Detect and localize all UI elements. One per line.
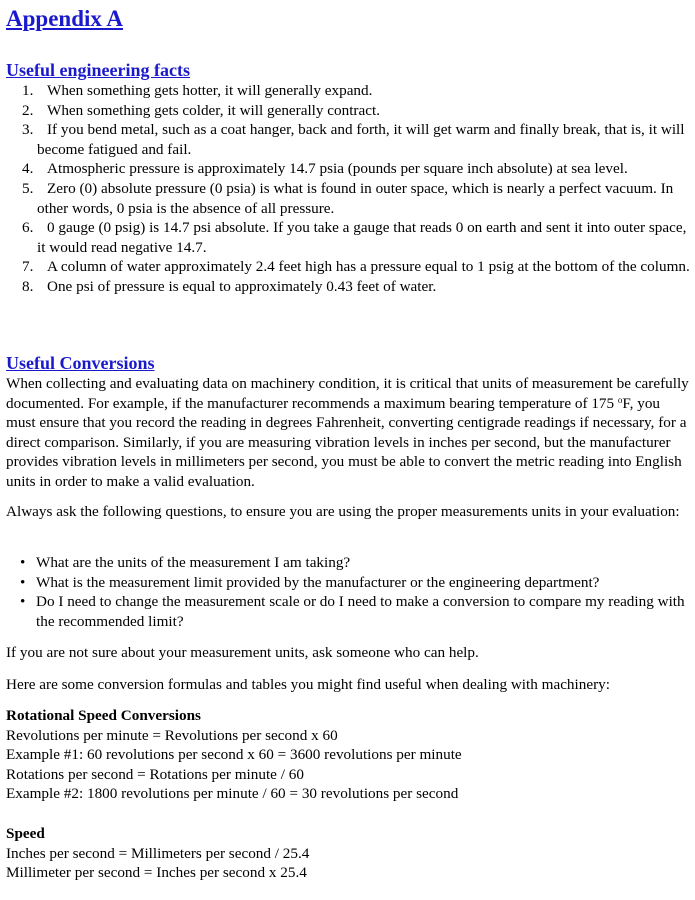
question-text: Do I need to change the measurement scale or do I need to make a conversion to compare my reading with the recommended limit? [36, 593, 685, 630]
intro-text-part-1: When collecting and evaluating data on machinery condition, it is critical that units of measurement be carefully documented. For example, if the manufacturer recommends a maximum bearing temperature of 175 [6, 375, 689, 412]
facts-heading-link[interactable]: Useful engineering facts [6, 60, 190, 80]
questions-list [6, 553, 690, 631]
item-text: When something gets hotter, it will generally expand. [47, 82, 373, 99]
conversions-heading-link[interactable]: Useful Conversions [6, 353, 155, 373]
rotational-speed-section [6, 706, 692, 804]
item-text: One psi of pressure is equal to approximately 0.43 feet of water. [47, 277, 437, 295]
facts-list [6, 81, 690, 297]
speed-section [6, 824, 692, 883]
item-text: Zero (0) absolute pressure (0 psia) is what is found in outer space, which is nearly a perfect vacuum. In other words, 0 psia is the absence of all pressure. [37, 179, 674, 217]
ask-paragraph: Always ask the following questions, to ensure you are using the proper measurements units in your evaluation: [6, 503, 680, 520]
item-text: When something gets colder, it will generally contract. [47, 101, 380, 119]
bullet-icon: • [20, 573, 26, 591]
list-item [6, 592, 690, 631]
list-item [6, 553, 690, 573]
not-sure-paragraph: If you are not sure about your measurement units, ask someone who can help. [6, 644, 479, 661]
item-number: 7. [22, 258, 34, 276]
intro-text-part-2: F, you must ensure that you record the reading in degrees Fahrenheit, converting centigrade readings if necessary, for a direct comparison. Similarly, if you are measuring vibration levels in inches per second, but the manufacturer provides vibration levels in millimeters per second, you must be able to convert the metric reading into English units in order to make a valid evaluation. [6, 394, 687, 490]
item-number: 4. [22, 160, 34, 178]
question-text: What are the units of the measurement I am taking? [36, 554, 351, 571]
list-item [6, 101, 690, 121]
bullet-icon: • [20, 554, 26, 571]
list-item [6, 81, 690, 101]
formula-line: Millimeter per second = Inches per second x 25.4 [6, 864, 307, 882]
item-text: 0 gauge (0 psig) is 14.7 psi absolute. If you take a gauge that reads 0 on earth and sent it into outer space, it would read negative 14.7. [37, 219, 687, 256]
formula-line: Rotations per second = Rotations per minute / 60 [6, 765, 304, 783]
speed-heading: Speed [6, 825, 45, 842]
list-item [6, 573, 690, 593]
formula-line: Example #1: 60 revolutions per second x 60 = 3600 revolutions per minute [6, 746, 462, 764]
item-number: 1. [22, 82, 34, 99]
item-number: 8. [22, 277, 34, 295]
formulas-intro-paragraph: Here are some conversion formulas and tables you might find useful when dealing with machinery: [6, 676, 610, 693]
item-text: Atmospheric pressure is approximately 14.7 psia (pounds per square inch absolute) at sea level. [47, 160, 628, 178]
conversions-intro-paragraph [6, 374, 692, 492]
bullet-icon: • [20, 593, 26, 611]
formula-line: Inches per second = Millimeters per second / 25.4 [6, 844, 310, 862]
item-number: 3. [22, 121, 34, 139]
rotational-speed-heading: Rotational Speed Conversions [6, 707, 201, 724]
item-text: A column of water approximately 2.4 feet high has a pressure equal to 1 psig at the bottom of the column. [47, 258, 690, 276]
appendix-title-link[interactable]: Appendix A [6, 6, 123, 31]
item-number: 5. [22, 179, 34, 197]
list-item [6, 257, 690, 277]
formula-line: Example #2: 1800 revolutions per minute / 60 = 30 revolutions per second [6, 785, 459, 803]
list-item [6, 277, 690, 297]
list-item [6, 120, 690, 159]
item-text: If you bend metal, such as a coat hanger, back and forth, it will get warm and finally break, that is, it will become fatigued and fail. [37, 121, 685, 158]
list-item [6, 218, 690, 257]
list-item [6, 179, 690, 218]
item-number: 2. [22, 101, 34, 119]
list-item [6, 159, 690, 179]
item-number: 6. [22, 219, 34, 237]
formula-line: Revolutions per minute = Revolutions per second x 60 [6, 726, 338, 744]
question-text: What is the measurement limit provided by the manufacturer or the engineering department? [36, 573, 600, 591]
degree-superscript: o [617, 394, 623, 405]
